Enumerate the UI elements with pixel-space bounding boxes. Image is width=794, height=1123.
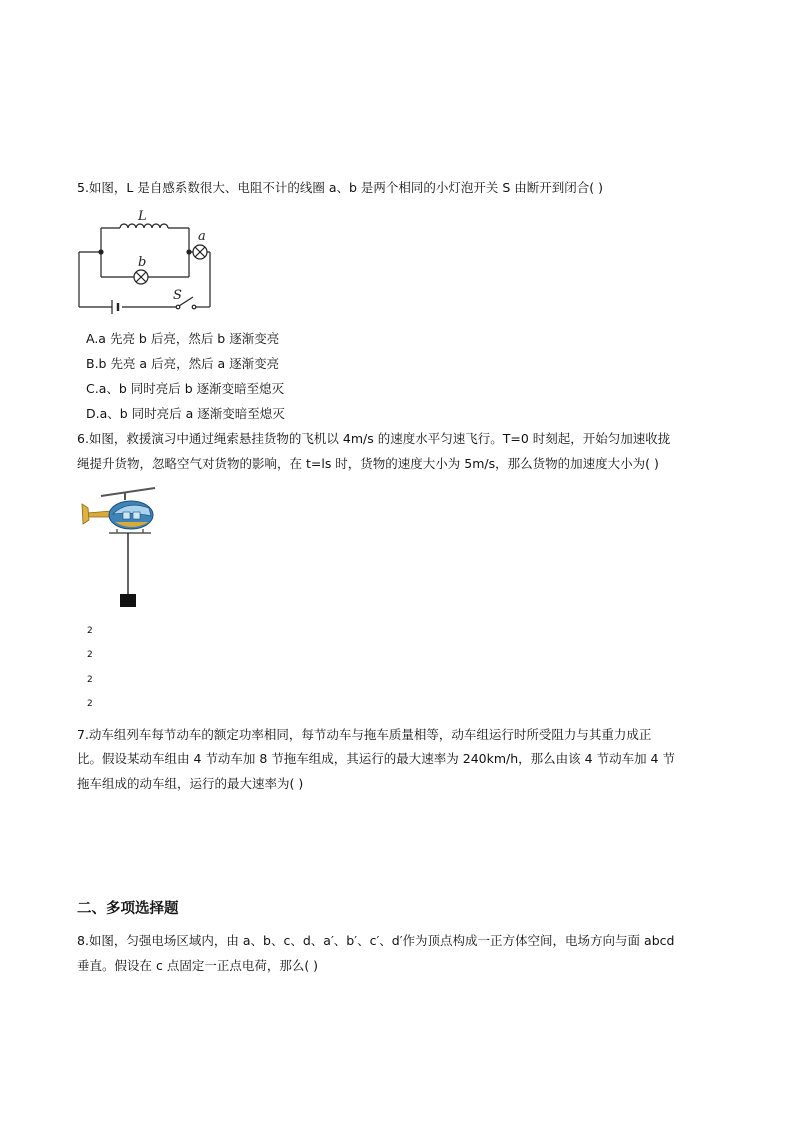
cargo-box-icon bbox=[120, 594, 136, 607]
q5-option-a: A.a 先亮 b 后亮，然后 b 逐渐变亮 bbox=[86, 331, 280, 346]
question-7-stem-line-1: 7.动车组列车每节动车的额定功率相同，每节动车与拖车质量相等，动车组运行时所受阻力与其重力成正 bbox=[77, 727, 652, 742]
question-8-stem-line-1: 8.如图，匀强电场区域内，由 a、b、c、d、a′、b′、c′、d′作为顶点构成一正方体空间，电场方向与面 abcd bbox=[77, 933, 675, 948]
q5-option-d: D.a、b 同时亮后 a 逐渐变暗至熄灭 bbox=[86, 406, 285, 421]
q5-option-b: B.b 先亮 a 后亮，然后 a 逐渐变亮 bbox=[86, 356, 280, 371]
junction-dot-icon bbox=[186, 249, 191, 254]
battery-icon bbox=[112, 300, 122, 314]
q6-option-b: 2 bbox=[87, 650, 93, 660]
helicopter-figure bbox=[79, 484, 161, 610]
lamp-b-icon bbox=[134, 270, 148, 284]
question-7-stem-line-2: 比。假设某动车组由 4 节动车加 8 节拖车组成，其运行的最大速率为 240km/h，那么由该 4 节动车加 4 节 bbox=[77, 751, 675, 766]
question-7-stem-line-3: 拖车组成的动车组，运行的最大速率为( ) bbox=[77, 776, 304, 791]
circuit-diagram bbox=[72, 204, 222, 316]
section-heading: 二、多项选择题 bbox=[77, 901, 179, 917]
question-5-stem: 5.如图，L 是自感系数很大、电阻不计的线圈 a、b 是两个相同的小灯泡开关 S 由断开到闭合( ) bbox=[77, 180, 604, 195]
question-8-stem-line-2: 垂直。假设在 c 点固定一正点电荷，那么( ) bbox=[77, 958, 319, 973]
switch-label: S bbox=[173, 288, 182, 303]
q5-option-c: C.a、b 同时亮后 b 逐渐变暗至熄灭 bbox=[86, 381, 285, 396]
q6-option-d: 2 bbox=[87, 699, 93, 709]
q6-option-c: 2 bbox=[87, 675, 93, 685]
helicopter-icon bbox=[82, 488, 155, 533]
junction-dot-icon bbox=[98, 249, 103, 254]
inductor-coil-icon bbox=[120, 224, 168, 228]
lamp-a-icon bbox=[193, 245, 207, 259]
question-6-stem-line-1: 6.如图，救援演习中通过绳索悬挂货物的飞机以 4m/s 的速度水平匀速飞行。T=0 时刻起，开始匀加速收拢 bbox=[77, 431, 671, 446]
lamp-b-label: b bbox=[138, 255, 147, 270]
question-6-stem-line-2: 绳提升货物，忽略空气对货物的影响，在 t=ls 时，货物的速度大小为 5m/s，那么货物的加速度大小为( ) bbox=[77, 456, 659, 471]
coil-label: L bbox=[138, 209, 147, 224]
q6-option-a: 2 bbox=[87, 626, 93, 636]
lamp-a-label: a bbox=[198, 229, 206, 244]
